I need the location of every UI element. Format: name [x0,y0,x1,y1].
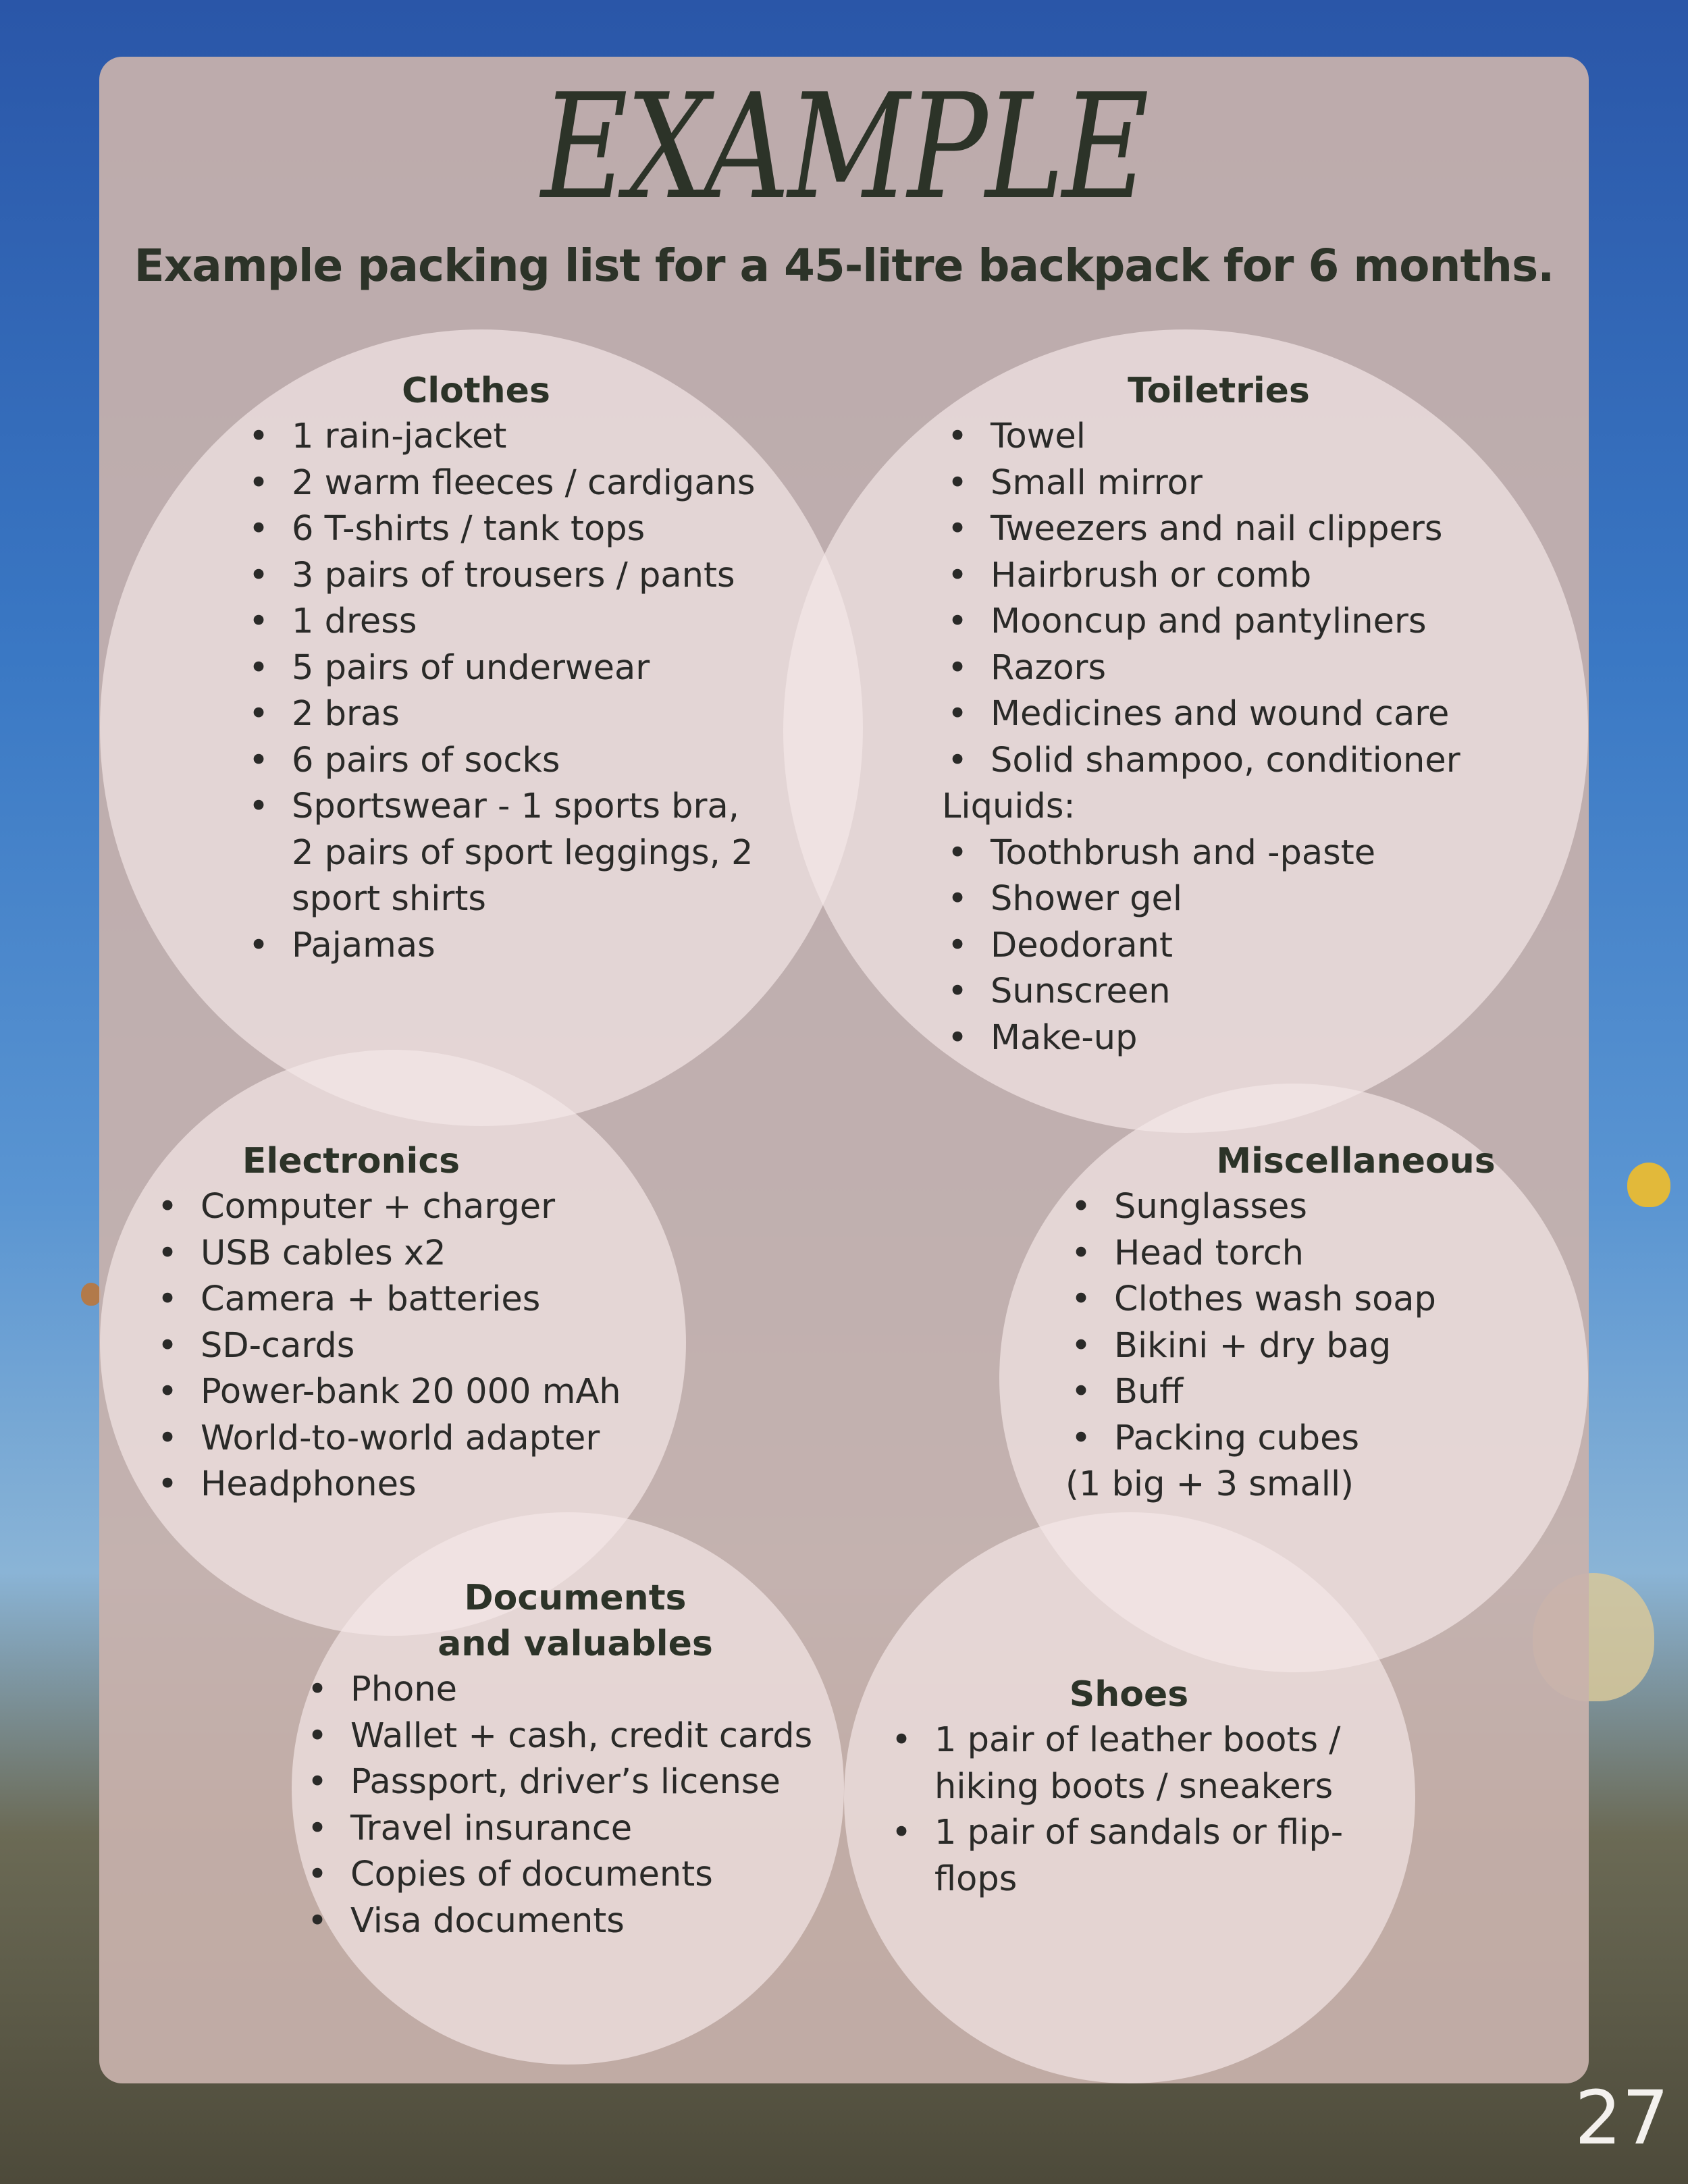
list-item: • Wallet + cash, credit cards [307,1715,813,1756]
list-item: • 1 pair of leather boots / hiking boots / sneakers [891,1720,1341,1807]
list-item: • Tweezers and nail clippers [947,509,1443,549]
list-item: • Shower gel [947,879,1183,919]
list-item: • USB cables x2 [157,1233,446,1273]
documents-list [302,1667,842,1944]
list-item: • Toothbrush and -paste [947,832,1376,873]
list-item: • 1 dress [248,602,417,641]
list-item: • Copies of documents [307,1855,713,1894]
clothes-section [243,368,783,969]
list-item: • Sportswear - 1 sports bra, 2 pairs of sport leggings, 2 sport shirts [248,787,754,919]
miscellaneous-section [1065,1138,1579,1508]
list-item: • Mooncup and pantyliners [947,602,1427,641]
toiletries-heading: Toiletries [1128,371,1310,411]
list-item: • Clothes wash soap [1071,1279,1436,1319]
list-item: • Sunglasses [1071,1187,1307,1227]
documents-section [302,1575,842,1944]
list-item: • Phone [307,1670,457,1709]
page-title: EXAMPLE [541,62,1147,232]
list-item: • Travel insurance [307,1808,633,1848]
page-subtitle: Example packing list for a 45-litre backpack for 6 months. [134,240,1554,292]
list-item: • 2 bras [248,694,400,734]
list-item: • Camera + batteries [157,1279,541,1319]
balloon-photo-3 [81,1283,101,1306]
list-item: • Pajamas [248,925,436,965]
list-item: • SD-cards [157,1325,355,1366]
list-item: • Hairbrush or comb [947,555,1312,595]
list-item: • World-to-world adapter [157,1418,600,1458]
list-item: • Packing cubes [1071,1418,1360,1458]
list-item: • Deodorant [947,925,1173,965]
electronics-heading: Electronics [242,1141,460,1181]
toiletries-section [942,368,1550,1061]
list-item: • Small mirror [947,462,1203,503]
electronics-section [152,1138,665,1508]
list-item: • 1 rain-jacket [248,417,507,456]
electronics-list [152,1184,665,1508]
list-item: • Solid shampoo, conditioner [947,740,1460,780]
list-item: • 6 pairs of socks [248,740,560,780]
liquids-label: Liquids: [942,787,1076,826]
liquids-list [942,830,1550,1062]
list-item: • 5 pairs of underwear [248,647,650,688]
miscellaneous-heading: Miscellaneous [1216,1141,1496,1181]
balloon-photo-1 [1627,1163,1670,1207]
list-item: • Towel [947,417,1086,456]
list-item: • 3 pairs of trousers / pants [248,555,735,595]
documents-heading: Documents and valuables [438,1578,713,1664]
shoes-section [886,1672,1379,1902]
list-item: • Sunscreen [947,971,1171,1011]
page-number: 27 [1575,2075,1669,2161]
list-item: • Visa documents [307,1900,625,1941]
clothes-list [243,414,783,969]
list-item: • Computer + charger [157,1187,556,1227]
list-item: • Razors [947,647,1107,688]
list-item: • Make-up [947,1017,1138,1058]
toiletries-list [942,414,1550,784]
list-item: • Bikini + dry bag [1071,1325,1392,1366]
list-item: • Passport, driver’s license [307,1762,781,1802]
list-item: • 6 T-shirts / tank tops [248,509,645,549]
list-item: • 2 warm fleeces / cardigans [248,462,756,503]
list-item: • Power-bank 20 000 mAh [157,1372,621,1412]
list-item: • Headphones [157,1464,417,1504]
miscellaneous-list [1065,1184,1579,1462]
list-item: • Buff [1071,1372,1184,1412]
list-item: • Head torch [1071,1233,1304,1273]
list-item: • 1 pair of sandals or flip-flops [891,1813,1344,1899]
miscellaneous-note: (1 big + 3 small) [1065,1464,1354,1504]
shoes-list [886,1717,1379,1902]
clothes-heading: Clothes [402,371,550,411]
shoes-heading: Shoes [1069,1674,1189,1715]
list-item: • Medicines and wound care [947,694,1450,734]
